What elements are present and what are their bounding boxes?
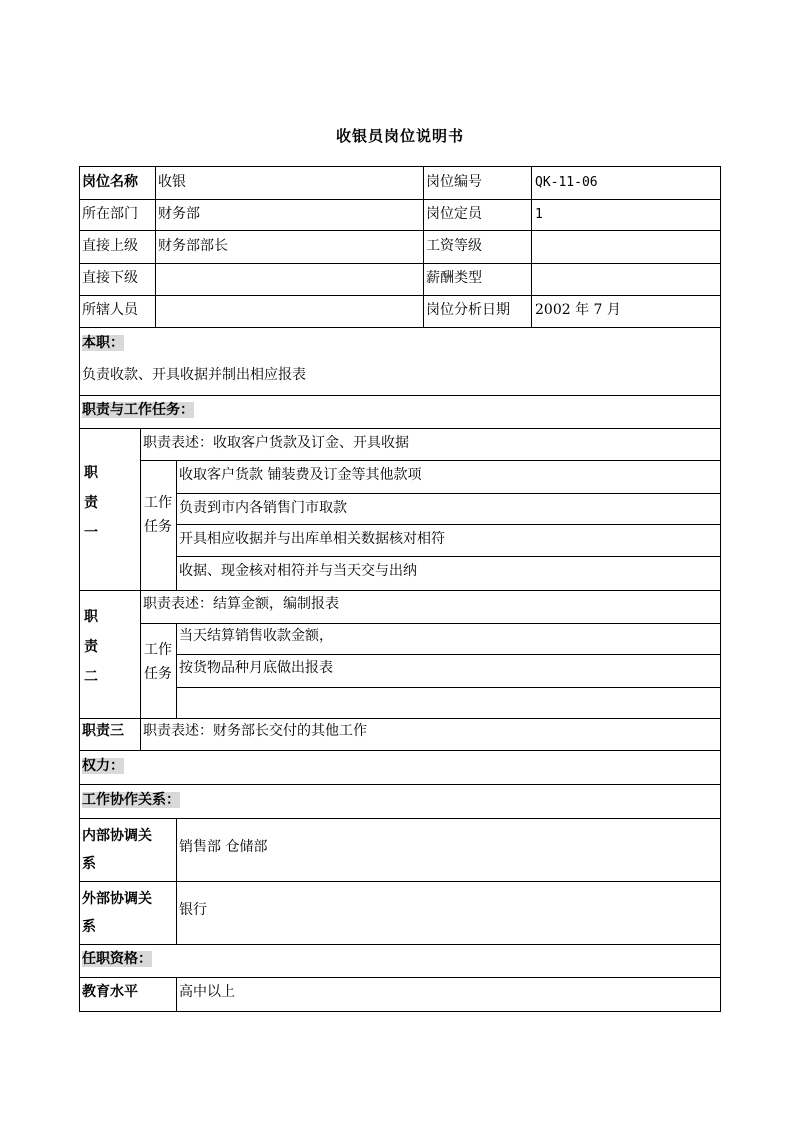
col-divider [176,623,177,718]
post-name-label: 岗位名称 [82,174,138,190]
r1-task: 负责到市内各销售门市取款 [179,500,347,516]
row-divider [140,623,721,624]
col-divider [176,818,177,944]
page-title: 收银员岗位说明书 [335,127,464,145]
post-name-value: 收银 [158,174,186,190]
external-coordination-value: 银行 [179,902,207,918]
row-divider [79,395,721,396]
col-divider [176,977,177,1012]
col-divider [176,460,177,590]
r3-label: 职责三 [82,723,124,739]
dept-value: 财务部 [158,206,200,222]
salary-grade-label: 工资等级 [426,238,482,254]
row-divider [140,460,721,461]
col-divider [531,166,532,327]
col-divider [155,166,156,327]
duty-label: 本职： [82,335,124,351]
row-divider [79,230,721,231]
row-divider [79,428,721,429]
qualification-header: 任职资格： [82,951,152,967]
r1-description: 职责表述：收取客户货款及订金、开具收据 [143,435,409,451]
analysis-date-value: 2002 年 7 月 [535,302,621,318]
r2-task: 当天结算销售收款金额， [179,628,333,644]
cooperation-header: 工作协作关系： [82,792,180,808]
subordinate-label: 直接下级 [82,270,138,286]
authority-label: 权力： [82,758,124,774]
staff-label: 所辖人员 [82,302,138,318]
education-label: 教育水平 [82,984,138,1000]
row-divider [176,687,721,688]
external-coordination-label: 外部协调关 系 [82,891,152,935]
row-divider [79,750,721,751]
analysis-date-label: 岗位分析日期 [426,302,510,318]
row-divider [79,784,721,785]
r2-task-label: 工作 任务 [144,642,172,682]
headcount-label: 岗位定员 [426,206,482,222]
row-divider [79,295,721,296]
r2-task: 按货物品种月底做出报表 [179,660,333,676]
education-value: 高中以上 [179,984,235,1000]
row-divider [79,199,721,200]
superior-label: 直接上级 [82,238,138,254]
r1-task-label: 工作 任务 [144,495,172,535]
col-divider [140,428,141,750]
dept-label: 所在部门 [82,206,138,222]
row-divider [176,556,721,557]
row-divider [79,590,721,591]
r3-description: 职责表述：财务部长交付的其他工作 [143,723,367,739]
row-divider [176,493,721,494]
row-divider [176,654,721,655]
row-divider [79,718,721,719]
pay-type-label: 薪酬类型 [426,270,482,286]
row-divider [176,524,721,525]
row-divider [79,263,721,264]
post-code-label: 岗位编号 [426,174,482,190]
r2-description: 职责表述：结算金额，编制报表 [143,596,339,612]
internal-coordination-label: 内部协调关 系 [82,828,152,872]
col-divider [423,166,424,327]
headcount-value: 1 [535,207,543,222]
r2-label: 职 责 二 [84,609,98,685]
responsibilities-header: 职责与工作任务： [82,402,194,418]
r1-task: 开具相应收据并与出库单相关数据核对相符 [179,531,445,547]
superior-value: 财务部部长 [158,238,228,254]
row-divider [79,944,721,945]
r1-task: 收据、现金核对相符并与当天交与出纳 [179,563,417,579]
post-code-value: QK-11-06 [535,175,598,190]
row-divider [79,327,721,328]
r1-task: 收取客户货款 铺装费及订金等其他款项 [179,467,422,483]
duty-text: 负责收款、开具收据并制出相应报表 [82,367,306,383]
internal-coordination-value: 销售部 仓储部 [179,839,268,855]
r1-label: 职 责 一 [84,465,98,541]
